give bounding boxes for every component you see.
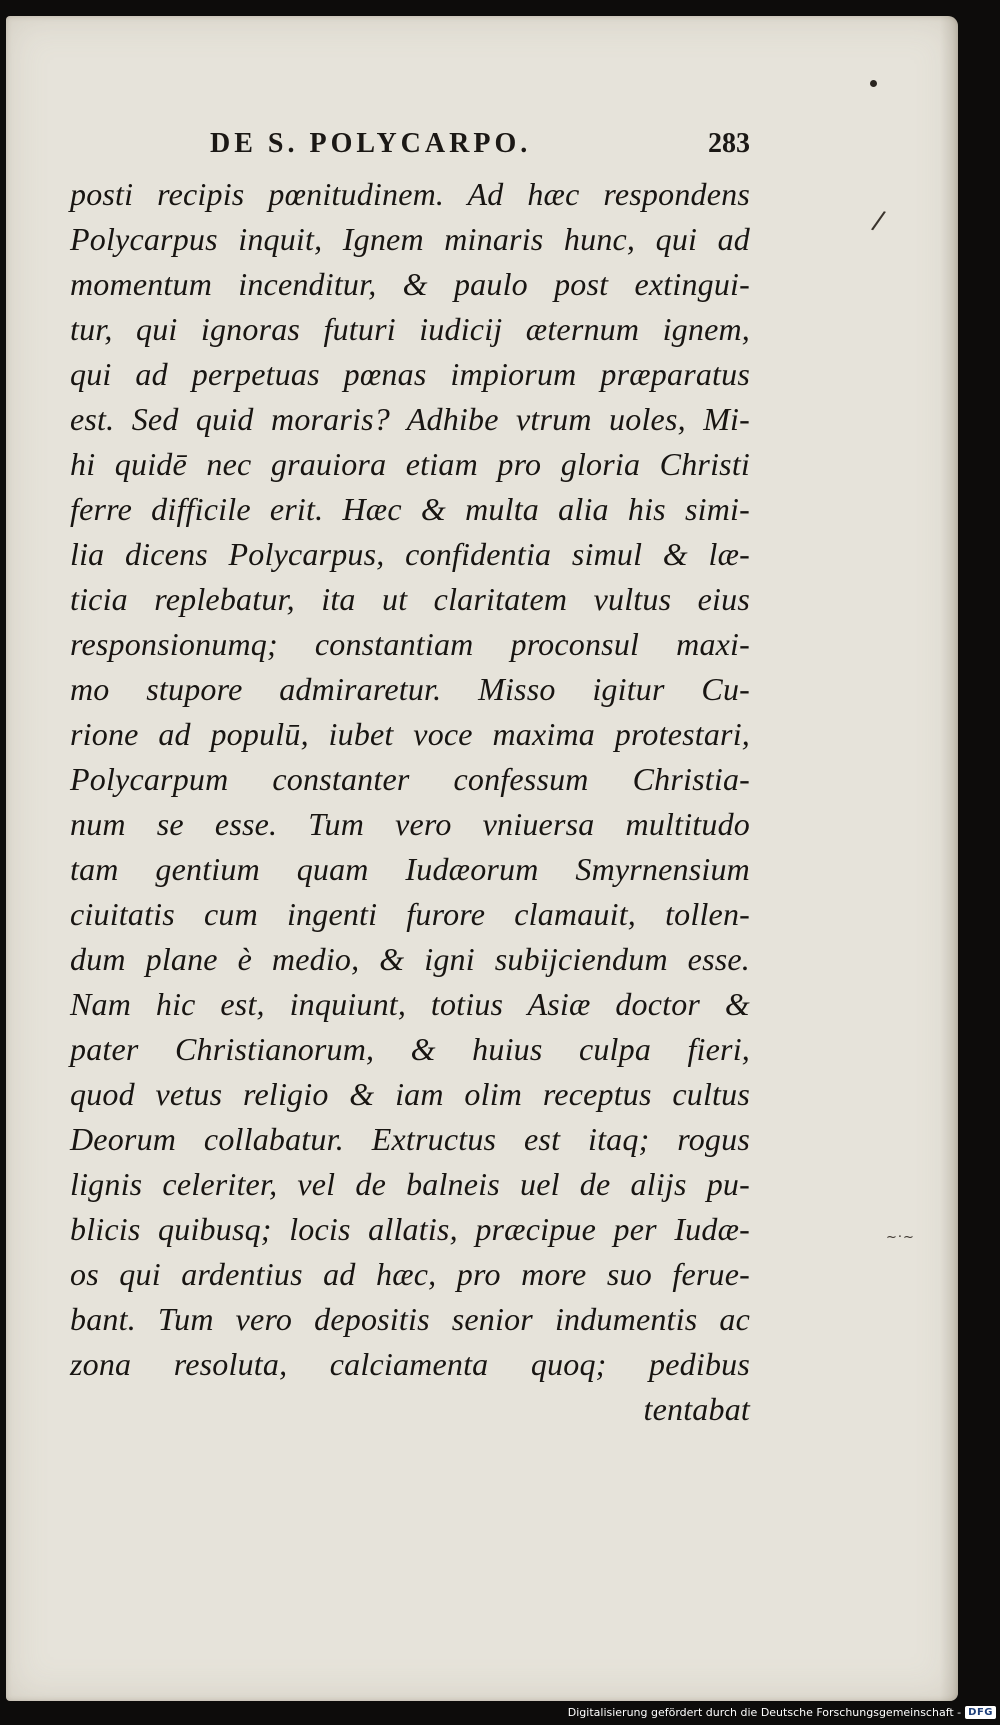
funding-note: Digitalisierung gefördert durch die Deutsche Forschungsgemeinschaft - (567, 1705, 962, 1719)
text-line: Deorum collabatur. Extructus est itaq; rogus (70, 1121, 750, 1157)
catchword: tentabat (643, 1391, 750, 1427)
funding-footer (568, 1703, 996, 1721)
text-line: blicis quibusq; locis allatis, præcipue per Iudæ- (70, 1211, 750, 1247)
text-line: quod vetus religio & iam olim receptus cultus (70, 1076, 750, 1112)
text-line: hi quidē nec grauiora etiam pro gloria Christi (70, 446, 750, 482)
margin-scribble: ~·~ (886, 1230, 915, 1245)
text-line: dum plane è medio, & igni subijciendum esse. (70, 941, 750, 977)
ink-spot (870, 80, 877, 87)
margin-stroke: / (869, 205, 888, 237)
body-text (70, 172, 750, 1432)
text-line: zona resoluta, calciamenta quoq; pedibus (70, 1346, 750, 1382)
running-head (100, 128, 750, 168)
text-line: pater Christianorum, & huius culpa fieri, (70, 1031, 750, 1067)
text-line: ferre difficile erit. Hæc & multa alia his simi- (70, 491, 750, 527)
text-line: est. Sed quid moraris? Adhibe vtrum uoles, Mi- (70, 401, 750, 437)
text-line: lia dicens Polycarpus, confidentia simul & læ- (70, 536, 750, 572)
text-line: Polycarpus inquit, Ignem minaris hunc, qui ad (70, 221, 750, 257)
text-line: num se esse. Tum vero vniuersa multitudo (70, 806, 750, 842)
text-line: qui ad perpetuas pœnas impiorum præparatus (70, 356, 750, 392)
text-line: responsionumq; constantiam proconsul maxi- (70, 626, 750, 662)
text-line: ticia replebatur, ita ut claritatem vultus eius (70, 581, 750, 617)
text-line: lignis celeriter, vel de balneis uel de alijs pu- (70, 1166, 750, 1202)
text-line: Nam hic est, inquiunt, totius Asiæ doctor & (70, 986, 750, 1022)
page-number: 283 (708, 128, 750, 159)
text-line: os qui ardentius ad hæc, pro more suo ferue- (70, 1256, 750, 1292)
text-line: tur, qui ignoras futuri iudicij æternum ignem, (70, 311, 750, 347)
text-line: momentum incenditur, & paulo post extingui- (70, 266, 750, 302)
running-title: DE S. POLYCARPO. (210, 128, 532, 159)
dfg-logo: DFG (965, 1706, 996, 1719)
text-line: tam gentium quam Iudæorum Smyrnensium (70, 851, 750, 887)
text-line: bant. Tum vero depositis senior indumentis ac (70, 1301, 750, 1337)
text-line: Polycarpum constanter confessum Christia- (70, 761, 750, 797)
text-line: posti recipis pœnitudinem. Ad hæc respondens (70, 176, 750, 212)
text-line: rione ad populū, iubet voce maxima protestari, (70, 716, 750, 752)
text-line: mo stupore admiraretur. Misso igitur Cu- (70, 671, 750, 707)
text-line: ciuitatis cum ingenti furore clamauit, tollen- (70, 896, 750, 932)
